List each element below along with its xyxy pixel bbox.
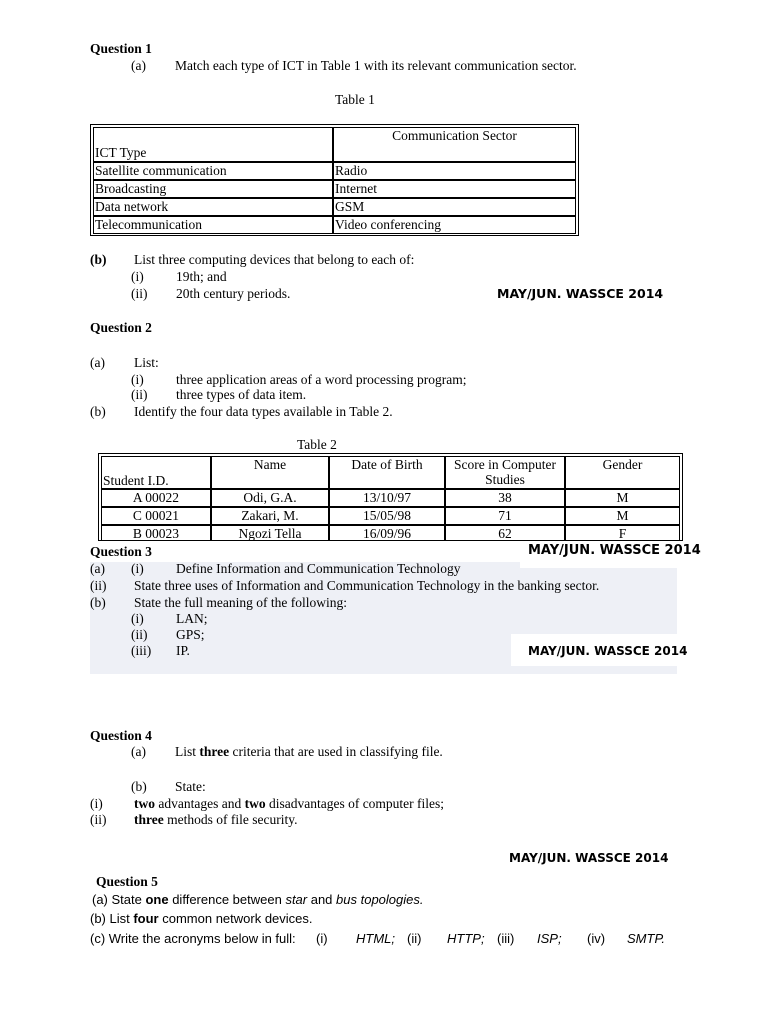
table2-cell: Ngozi Tella	[211, 525, 329, 541]
q4-a-text	[175, 744, 443, 760]
q3-source-label: MAY/JUN. WASSCE 2014	[528, 644, 688, 658]
q2-source-label: MAY/JUN. WASSCE 2014	[528, 543, 701, 558]
table2-cell: 13/10/97	[329, 489, 445, 507]
q5-acronym-number: (i)	[316, 931, 328, 946]
q5-acronym-text: ISP;	[537, 931, 562, 946]
q2-a-number: (a)	[90, 355, 105, 370]
q2-a-i-number: (i)	[131, 372, 144, 387]
q4-b-text: State:	[175, 779, 206, 794]
q4-i-bold1: two	[134, 796, 155, 811]
q4-a-post: criteria that are used in classifying file.	[229, 744, 443, 759]
q2-heading: Question 2	[90, 320, 152, 335]
q3-b-item-text: IP.	[176, 643, 190, 658]
q5-heading: Question 5	[96, 874, 158, 889]
table2-cell: F	[565, 525, 680, 541]
table2-header-row	[101, 456, 680, 489]
q4-i-mid: advantages and	[155, 796, 245, 811]
q4-heading: Question 4	[90, 728, 152, 743]
q1-b-i-text: 19th; and	[176, 269, 227, 284]
table2-header-name: Name	[211, 456, 329, 489]
q5-a-mid: difference between	[168, 892, 286, 907]
q3-ii-number: (ii)	[90, 578, 107, 593]
q3-b-number: (b)	[90, 595, 106, 610]
q1-a-number: (a)	[131, 58, 146, 73]
table1-header-row	[93, 127, 576, 162]
q3-a-i-number: (i)	[131, 561, 144, 576]
table1-cell: Telecommunication	[93, 216, 333, 234]
q3-b-item-number: (ii)	[131, 627, 148, 642]
q5-acronym-text: HTML;	[356, 931, 395, 946]
q4-i-number: (i)	[90, 796, 103, 811]
q4-a-pre: List	[175, 744, 200, 759]
q5-b-bold: four	[133, 911, 159, 926]
q3-a-i-text: Define Information and Communication Technology	[176, 561, 461, 576]
table2-cell: 15/05/98	[329, 507, 445, 525]
q2-b-number: (b)	[90, 404, 106, 419]
q4-a-bold: three	[199, 744, 230, 759]
q3-b-text: State the full meaning of the following:	[134, 595, 347, 610]
q3-b-item-number: (i)	[131, 611, 144, 626]
q3-heading: Question 3	[90, 544, 152, 559]
table2-header-student-id: Student I.D.	[101, 456, 211, 489]
q5-acronym-text: HTTP;	[447, 931, 485, 946]
table-row	[101, 507, 680, 525]
q5-c-text: (c) Write the acronyms below in full:	[90, 931, 296, 946]
table2-cell: 71	[445, 507, 565, 525]
q4-ii-text	[134, 812, 297, 828]
q5-a-text	[92, 892, 423, 908]
table2-cell: 38	[445, 489, 565, 507]
table1-cell: Broadcasting	[93, 180, 333, 198]
q5-acronym-number: (iii)	[497, 931, 515, 946]
q1-b-ii-number: (ii)	[131, 286, 148, 301]
q3-ii-text: State three uses of Information and Communication Technology in the banking sector.	[134, 578, 600, 593]
q1-b-ii-text: 20th century periods.	[176, 286, 291, 301]
table1-cell: Radio	[333, 162, 576, 180]
table2-cell: M	[565, 507, 680, 525]
q5-acronym-text: SMTP.	[627, 931, 666, 946]
table1-cell: Data network	[93, 198, 333, 216]
q3-a-number: (a)	[90, 561, 105, 576]
q3-b-item-number: (iii)	[131, 643, 152, 658]
table2-header-score: Score in Computer Studies	[445, 456, 565, 489]
q5-a-pre: (a) State	[92, 892, 146, 907]
q2-a-ii-text: three types of data item.	[176, 387, 307, 402]
q5-b-text	[90, 911, 313, 927]
q4-b-number: (b)	[131, 779, 147, 794]
table1-cell: Satellite communication	[93, 162, 333, 180]
table1-caption: Table 1	[335, 92, 375, 107]
q4-i-bold2: two	[244, 796, 266, 811]
q4-source-label: MAY/JUN. WASSCE 2014	[509, 851, 669, 865]
table2-cell: M	[565, 489, 680, 507]
table2-caption: Table 2	[297, 437, 337, 452]
q1-b-i-number: (i)	[131, 269, 144, 284]
table-row	[93, 180, 576, 198]
table1-cell: Video conferencing	[333, 216, 576, 234]
q5-a-italic1: star	[285, 892, 308, 907]
q5-acronym-number: (iv)	[587, 931, 606, 946]
q2-a-i-text: three application areas of a word processing program;	[176, 372, 467, 387]
q3-b-item-text: GPS;	[176, 627, 205, 642]
table1-cell: GSM	[333, 198, 576, 216]
table2-cell: A 00022	[101, 489, 211, 507]
table-row	[93, 198, 576, 216]
q2-a-text: List:	[134, 355, 159, 370]
table1-cell: Internet	[333, 180, 576, 198]
table2-cell: Zakari, M.	[211, 507, 329, 525]
q1-b-text: List three computing devices that belong to each of:	[134, 252, 415, 267]
q1-b-number: (b)	[90, 252, 107, 267]
q5-acronym-number: (ii)	[407, 931, 422, 946]
table-row	[101, 489, 680, 507]
q4-i-post: disadvantages of computer files;	[265, 796, 445, 811]
q5-a-italic2: bus topologies.	[336, 892, 424, 907]
table2-cell: C 00021	[101, 507, 211, 525]
q4-ii-number: (ii)	[90, 812, 107, 827]
table1	[90, 124, 579, 236]
q1-heading: Question 1	[90, 41, 152, 56]
table2-cell: 16/09/96	[329, 525, 445, 541]
q4-a-number: (a)	[131, 744, 146, 759]
q2-a-ii-number: (ii)	[131, 387, 148, 402]
q1-source-label: MAY/JUN. WASSCE 2014	[497, 286, 664, 301]
table2-cell: Odi, G.A.	[211, 489, 329, 507]
q4-ii-bold: three	[134, 812, 164, 827]
table2-cell: 62	[445, 525, 565, 541]
table1-header-ict-type: ICT Type	[93, 127, 333, 162]
q4-ii-post: methods of file security.	[163, 812, 298, 827]
q4-i-text	[134, 796, 444, 812]
table2-header-gender: Gender	[565, 456, 680, 489]
table-row	[93, 216, 576, 234]
q3-b-item-text: LAN;	[176, 611, 208, 626]
table2-header-dob: Date of Birth	[329, 456, 445, 489]
q5-a-and: and	[307, 892, 337, 907]
q2-b-text: Identify the four data types available in Table 2.	[134, 404, 393, 419]
q5-b-post: common network devices.	[158, 911, 313, 926]
table-row	[101, 525, 680, 541]
table2	[98, 453, 683, 541]
table-row	[93, 162, 576, 180]
q5-b-pre: (b) List	[90, 911, 134, 926]
q1-a-text: Match each type of ICT in Table 1 with its relevant communication sector.	[175, 58, 577, 73]
table2-cell: B 00023	[101, 525, 211, 541]
q5-a-bold: one	[145, 892, 169, 907]
table1-header-sector: Communication Sector	[333, 127, 576, 162]
